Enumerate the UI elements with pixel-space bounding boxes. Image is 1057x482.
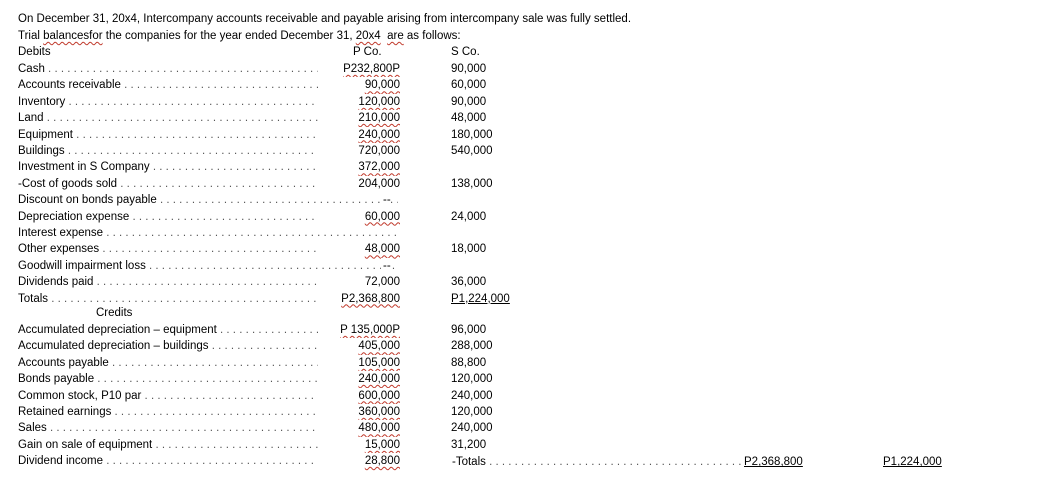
credits-s-co-value: 31,200 — [451, 438, 487, 451]
debits-p-co-value: P2,368,800 — [318, 291, 400, 307]
intro-text-2c: the companies for the year ended December 31, — [102, 30, 356, 42]
credits-label: Bonds payable . . . — [18, 371, 398, 387]
credits-label: Accumulated depreciation – equipment . . . — [18, 322, 398, 338]
credits-p-co-value: 240,000 — [318, 371, 400, 387]
credits-label: Dividend income . . . — [18, 453, 398, 469]
credits-s-co-value: 120,000 — [451, 373, 493, 386]
debits-label: Equipment . . . — [18, 127, 398, 143]
credits-label: Gain on sale of equipment . . . — [18, 437, 398, 453]
intro-text-2d: 20x4 — [355, 30, 381, 42]
debits-s-co-value: 540,000 — [451, 145, 493, 157]
credits-s-co-value: 88,800 — [451, 356, 487, 369]
debits-label: Inventory . . . — [18, 94, 398, 110]
credits-s-co-value: 240,000 — [451, 389, 493, 402]
debits-label: Accounts receivable . . . — [18, 77, 398, 93]
debits-s-co-value: 48,000 — [451, 112, 487, 125]
intro-text-1: On December 31, 20x4, Intercompany accounts receivable and payable arising from intercompany sale was fully settled. — [18, 13, 632, 25]
debits-label: Land . . . — [18, 110, 398, 126]
debits-label: Totals . . . — [18, 291, 398, 307]
header-debits: Debits — [18, 46, 51, 58]
credit-totals-p: P2,368,800 — [744, 456, 803, 468]
credits-p-co-value: 28,800 — [318, 453, 400, 469]
credits-s-co-value: 120,000 — [451, 406, 493, 418]
debits-s-co-value: 18,000 — [451, 243, 487, 256]
intro-text-2f: as follows: — [403, 30, 461, 42]
credits-p-co-value: P 135,000P — [318, 322, 400, 338]
debits-p-co-value: 72,000 — [318, 274, 400, 290]
credits-s-co-value: 240,000 — [451, 422, 493, 435]
credit-totals-label: -Totals . . . — [452, 454, 792, 470]
debits-s-co-value: 60,000 — [451, 79, 487, 92]
debits-s-co-value: 90,000 — [451, 63, 487, 75]
debits-label: Cash . . . — [18, 61, 398, 77]
debits-p-co-value: 720,000 — [318, 143, 400, 159]
debits-s-co-value: 90,000 — [451, 95, 487, 108]
credits-p-co-value: 405,000 — [318, 338, 400, 354]
debits-s-co-value: 36,000 — [451, 276, 487, 289]
debits-label: Interest expense . . . — [18, 225, 398, 241]
credits-label: Retained earnings . . . — [18, 404, 398, 420]
intro-text-2e: are — [387, 30, 404, 42]
debits-p-co-value: 120,000 — [318, 94, 400, 110]
credits-label: Accumulated depreciation – buildings . . . — [18, 338, 398, 354]
debits-label: -Cost of goods sold . . . — [18, 176, 398, 192]
header-credits: Credits — [96, 307, 133, 319]
debits-label: Discount on bonds payable . . . — [18, 192, 398, 208]
credits-label: Accounts payable . . . — [18, 355, 398, 371]
header-s-co: S Co. — [451, 46, 480, 58]
debits-s-co-value: 138,000 — [451, 177, 493, 190]
debits-p-co-value: 90,000 — [318, 77, 400, 93]
intro-text-2a: Trial — [18, 30, 44, 42]
debits-s-co-value: P1,224,000 — [451, 292, 510, 305]
credits-s-co-value: 96,000 — [451, 324, 487, 336]
credits-p-co-value: 105,000 — [318, 355, 400, 371]
debits-p-co-value: 48,000 — [318, 241, 400, 257]
debits-s-co-value: 24,000 — [451, 210, 487, 223]
credits-label: Common stock, P10 par . . . — [18, 388, 398, 404]
debits-p-co-value: -- — [383, 194, 391, 207]
header-p-co: P Co. — [353, 46, 382, 58]
credit-totals-s: P1,224,000 — [883, 456, 942, 468]
debits-p-co-value: 240,000 — [318, 127, 400, 143]
credits-p-co-value: 480,000 — [318, 420, 400, 436]
debits-p-co-value: -- — [383, 259, 391, 272]
credits-p-co-value: 15,000 — [318, 437, 400, 453]
debits-label: Investment in S Company . . . — [18, 159, 398, 175]
intro-text-2b: balancesfor — [43, 30, 103, 42]
credits-s-co-value: 288,000 — [451, 340, 493, 353]
debits-label: Goodwill impairment loss . . . — [18, 258, 398, 274]
credits-label: Sales . . . — [18, 420, 398, 436]
debits-label: Buildings . . . — [18, 143, 398, 159]
debits-p-co-value: 210,000 — [318, 110, 400, 126]
debits-s-co-value: 180,000 — [451, 128, 493, 141]
debits-p-co-value: P232,800P — [318, 61, 400, 77]
debits-label: Dividends paid . . . — [18, 274, 398, 290]
debits-label: Other expenses . . . — [18, 241, 398, 257]
debits-p-co-value: 372,000 — [318, 159, 400, 175]
intro-line-2 — [18, 29, 461, 43]
credits-p-co-value: 360,000 — [318, 404, 400, 420]
debits-p-co-value: 60,000 — [318, 209, 400, 225]
debits-p-co-value: 204,000 — [318, 176, 400, 192]
intro-line-1 — [18, 12, 631, 26]
debits-label: Depreciation expense . . . — [18, 209, 398, 225]
credits-p-co-value: 600,000 — [318, 388, 400, 404]
